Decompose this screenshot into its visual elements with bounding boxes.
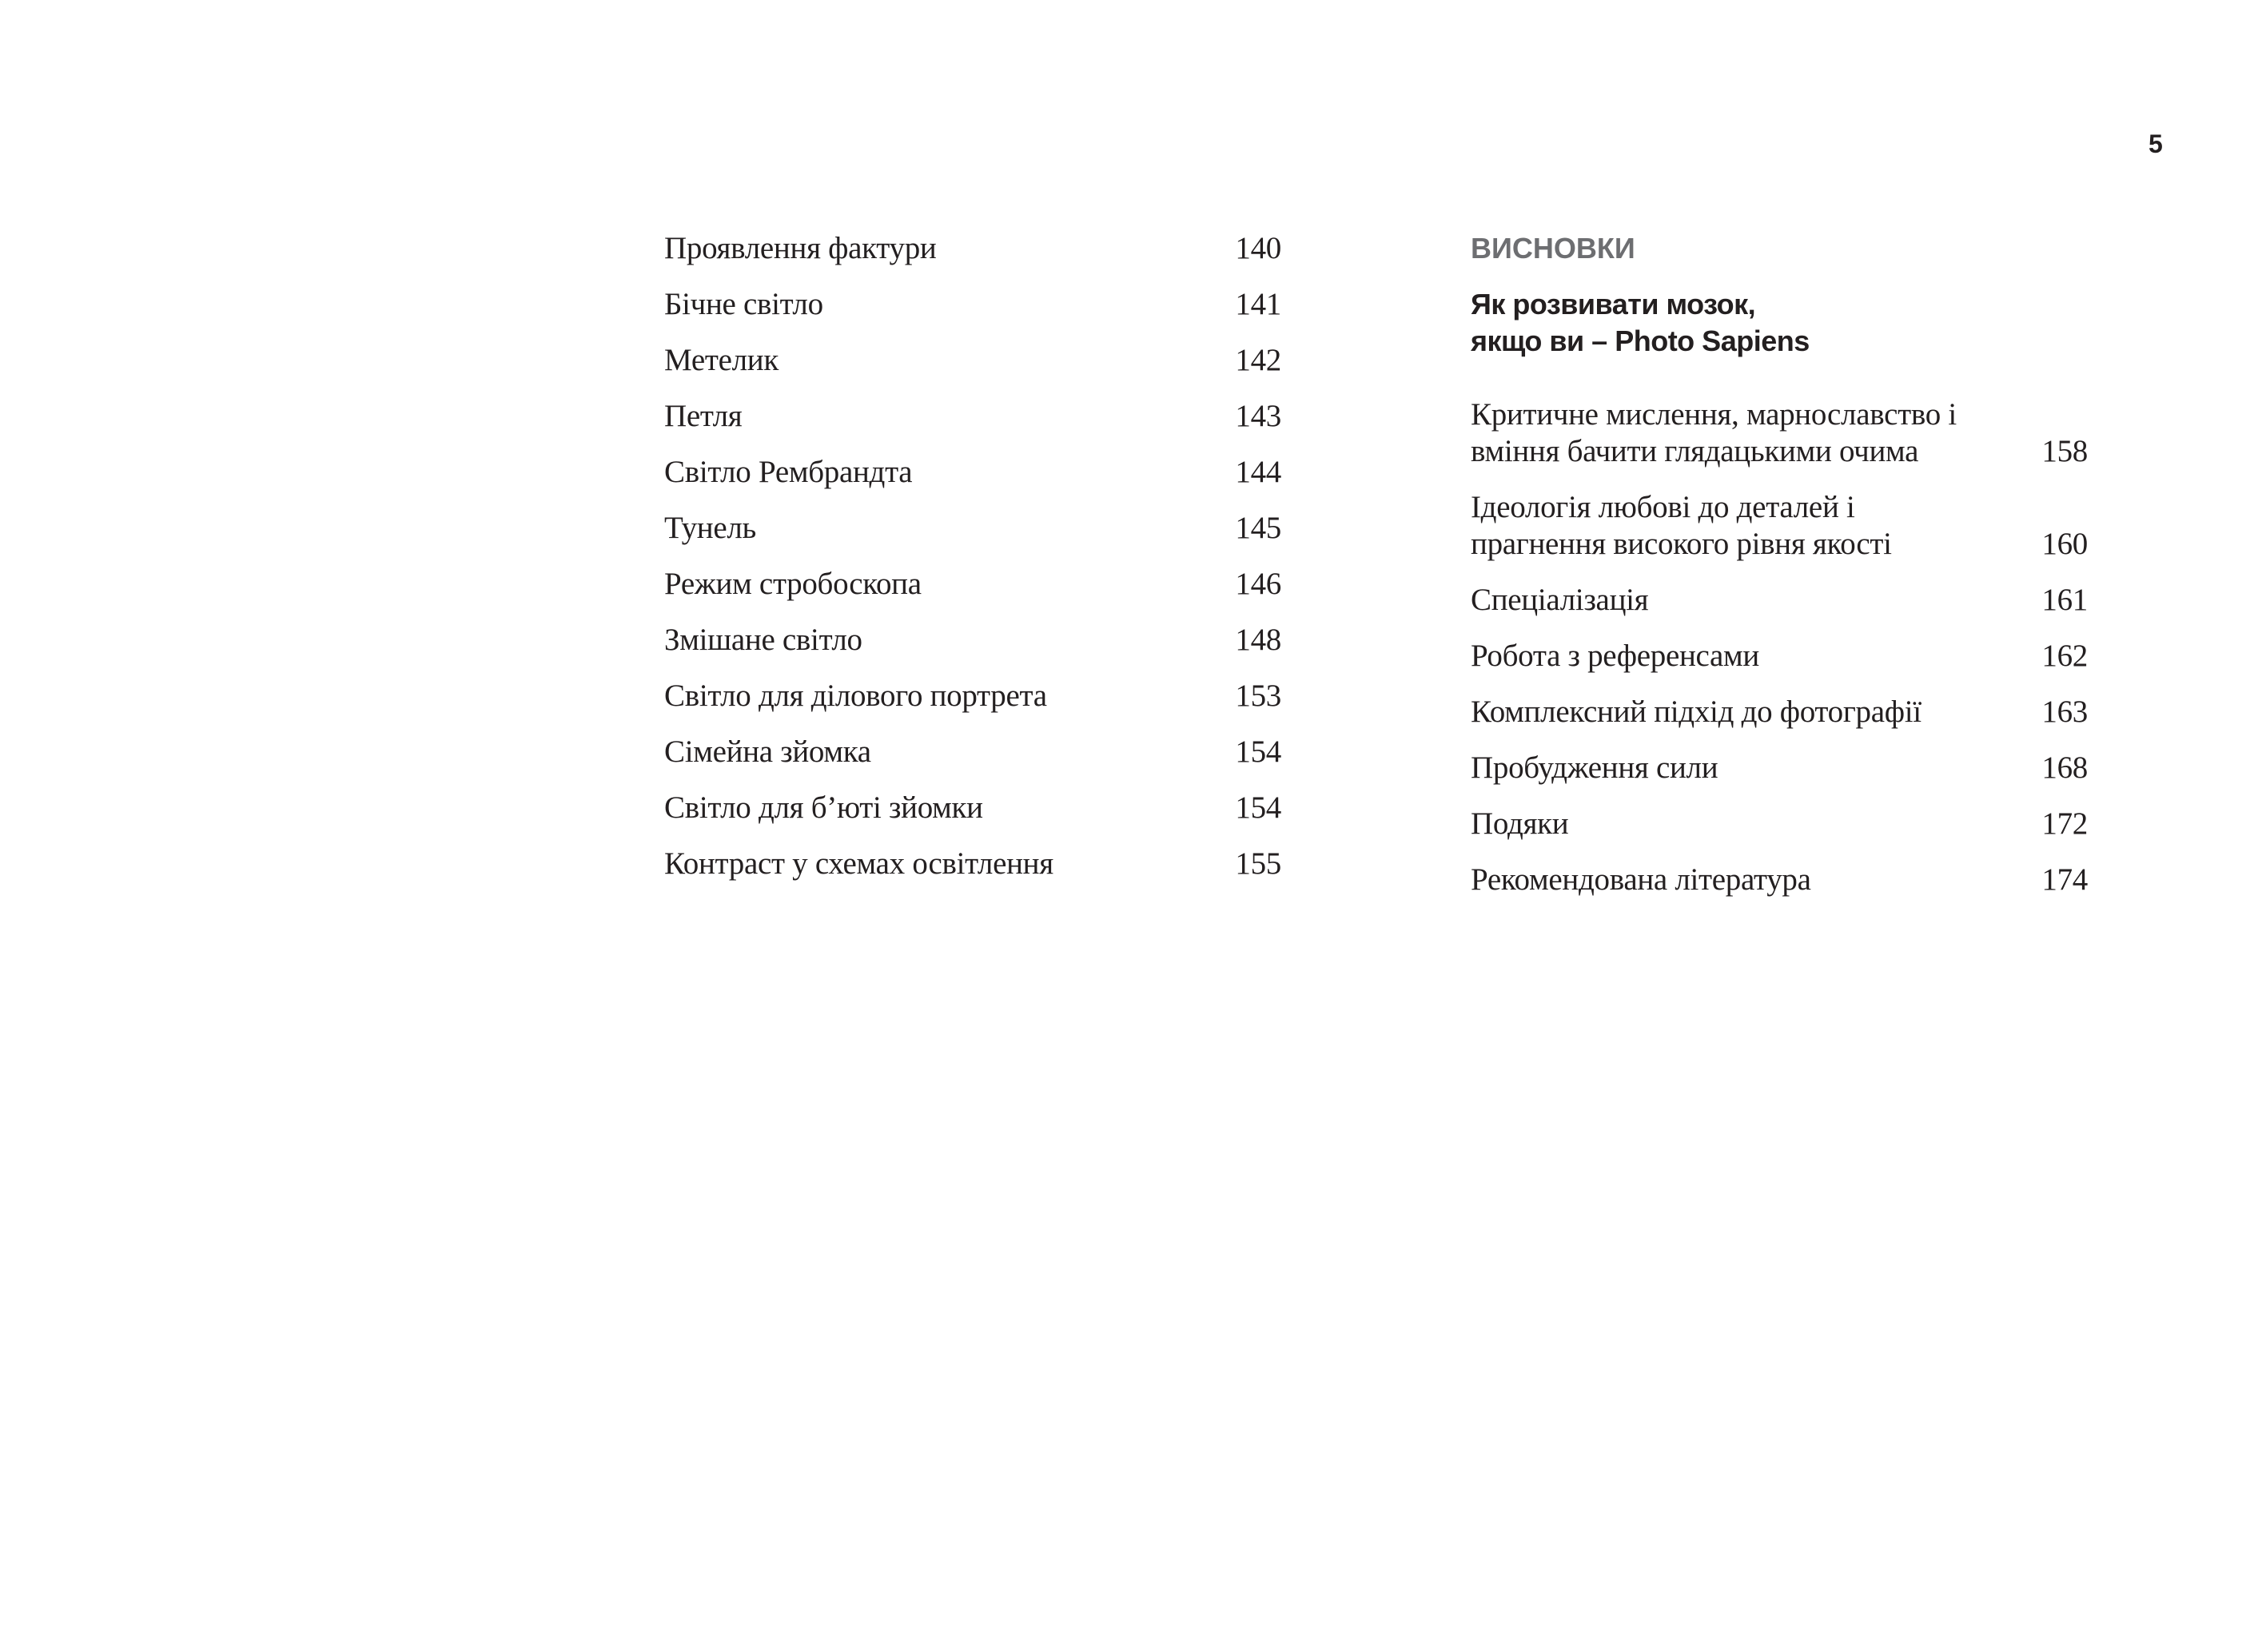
section-heading: ВИСНОВКИ — [1471, 232, 1635, 265]
toc-entry-page: 140 — [1235, 231, 1281, 265]
section-subheading-line: Як розвивати мозок, — [1471, 288, 1756, 320]
toc-entry[interactable] — [664, 846, 1281, 882]
toc-entry-title: Тунель — [664, 511, 757, 545]
toc-entry[interactable] — [664, 566, 1281, 603]
toc-entry[interactable] — [1471, 750, 2088, 786]
toc-entry-title: Сімейна зйомка — [664, 734, 871, 769]
toc-entry-title: Бічне світло — [664, 287, 823, 321]
toc-entry-page: 174 — [2041, 862, 2088, 897]
toc-entry-title: Світло Рембрандта — [664, 455, 913, 489]
toc-entry-page: 143 — [1235, 399, 1281, 433]
toc-entry-title: Світло для ділового портрета — [664, 679, 1047, 713]
toc-entry-page: 162 — [2041, 639, 2088, 673]
toc-entry-title — [1471, 396, 1992, 470]
toc-entry-page: 142 — [1235, 343, 1281, 377]
toc-entry-title: Змішане світло — [664, 623, 862, 657]
toc-entry-title: Робота з референсами — [1471, 639, 1759, 673]
toc-entry-page: 148 — [1235, 623, 1281, 657]
toc-right-column — [1471, 230, 2088, 918]
toc-entry-title-line: Ідеологія любові до деталей і — [1471, 490, 1855, 524]
toc-entry[interactable] — [1471, 582, 2088, 619]
toc-entry[interactable] — [1471, 489, 2088, 563]
toc-entry-page: 172 — [2041, 806, 2088, 841]
toc-entry[interactable] — [1471, 694, 2088, 730]
toc-entry-title: Пробудження сили — [1471, 750, 1718, 785]
toc-entry[interactable] — [664, 734, 1281, 770]
toc-entry-title: Контраст у схемах освітлення — [664, 846, 1053, 881]
toc-entry[interactable] — [664, 454, 1281, 491]
toc-entry[interactable] — [664, 398, 1281, 435]
toc-entry[interactable] — [1471, 806, 2088, 842]
toc-entry-page: 146 — [1235, 567, 1281, 601]
toc-entry-title-line: вміння бачити глядацькими очима — [1471, 434, 1919, 468]
toc-entry[interactable] — [664, 342, 1281, 379]
toc-entry[interactable] — [664, 622, 1281, 659]
toc-left-column — [664, 230, 1281, 902]
toc-entry-title: Рекомендована література — [1471, 862, 1811, 897]
toc-entry-title-line: Критичне мислення, марнославство і — [1471, 397, 1957, 432]
toc-entry[interactable] — [664, 510, 1281, 547]
toc-entry[interactable] — [1471, 638, 2088, 675]
toc-entry-page: 153 — [1235, 679, 1281, 713]
toc-entry-title-line: прагнення високого рівня якості — [1471, 527, 1892, 561]
toc-entry-page: 158 — [2041, 434, 2088, 468]
toc-entry[interactable] — [664, 286, 1281, 323]
toc-entry-title: Спеціалізація — [1471, 583, 1649, 617]
toc-entry[interactable] — [1471, 862, 2088, 898]
toc-entry-page: 163 — [2041, 695, 2088, 729]
toc-entry-page: 144 — [1235, 455, 1281, 489]
toc-entry-title: Режим стробоскопа — [664, 567, 922, 601]
toc-entry-page: 154 — [1235, 734, 1281, 769]
toc-entry-page: 141 — [1235, 287, 1281, 321]
toc-entry-page: 145 — [1235, 511, 1281, 545]
toc-entry[interactable] — [664, 790, 1281, 826]
toc-entry-title: Подяки — [1471, 806, 1569, 841]
toc-entry-page: 155 — [1235, 846, 1281, 881]
toc-entry[interactable] — [664, 678, 1281, 715]
toc-entry-title — [1471, 489, 1992, 563]
toc-entry-title: Проявлення фактури — [664, 231, 937, 265]
toc-entry-page: 168 — [2041, 750, 2088, 785]
toc-entry-page: 154 — [1235, 790, 1281, 825]
section-subheading-line: якщо ви – Photo Sapiens — [1471, 324, 1810, 357]
toc-entry-title: Петля — [664, 399, 743, 433]
toc-entry-page: 161 — [2041, 583, 2088, 617]
toc-entry-title: Світло для б’юті зйомки — [664, 790, 983, 825]
toc-entry-title: Комплексний підхід до фотографії — [1471, 695, 1922, 729]
toc-entry[interactable] — [664, 230, 1281, 267]
toc-entry-title: Метелик — [664, 343, 779, 377]
section-subheading — [1471, 286, 2088, 360]
toc-entry-page: 160 — [2041, 527, 2088, 561]
toc-entry[interactable] — [1471, 396, 2088, 470]
page-number: 5 — [2149, 129, 2163, 158]
